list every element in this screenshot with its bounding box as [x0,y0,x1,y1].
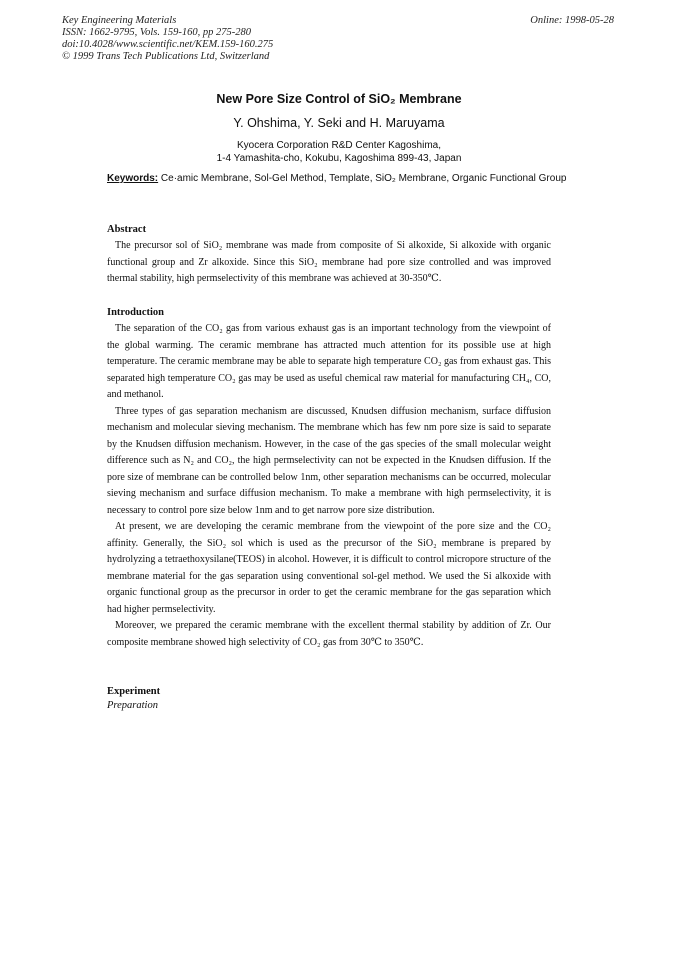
preparation-subheading: Preparation [107,700,158,711]
keywords-label: Keywords: [107,173,159,184]
copyright-line: © 1999 Trans Tech Publications Ltd, Switzerland [62,51,270,62]
introduction-section [107,307,551,651]
keywords-block [107,173,567,185]
issn-line: ISSN: 1662-9795, Vols. 159-160, pp 275-280 [62,27,251,38]
affiliation-line-2: 1-4 Yamashita-cho, Kokubu, Kagoshima 899-43, Japan [216,153,462,164]
author-list: Y. Ohshima, Y. Seki and H. Maruyama [233,116,445,130]
abstract-section [107,224,551,288]
journal-name: Key Engineering Materials [62,15,177,26]
intro-paragraph-3: At present, we are developing the ceramic membrane from the viewpoint of the pore size and the CO₂ affinity. Generally, the SiO₂ sol which is used as the precursor of the SiO₂ membrane is prepared by hydrolyzing a tetraethoxysilane(TEOS) in alcohol. However, it is difficult to control micropore structure of the membrane material for the gas separation using conventional sol-gel method. We used the Si alkoxide with organic functional group as the precursor in order to get the ceramic membrane for the gas separation which had higher permselectivity. [107,521,551,615]
intro-paragraph-2: Three types of gas separation mechanism are discussed, Knudsen diffusion mechanism, surface diffusion mechanism and molecular sieving mechanism. The membrane which has few nm pore size is said to separate by the Knudsen diffusion mechanism. However, in the case of the gas species of the small molecular weight difference such as N₂ and CO₂, the high permselectivity can not be expected in the Knudsen diffusion. If the pore size of membrane can be controlled below 1nm, other separation mechanisms can be occurred, molecular sieving mechanism and surface diffusion mechanism. To make a membrane with high permselectivity, it is necessary to control pore size below 1nm and to get narrow pore size distribution. [107,405,551,516]
experiment-section [107,686,551,711]
abstract-text: The precursor sol of SiO₂ membrane was made from composite of Si alkoxide, Si alkoxide with organic functional group and Zr alkoxide. Since this SiO₂ membrane had pore size controlled and was improved thermal stability, high permselectivity of this membrane was achieved at 30-350℃. [107,240,551,284]
doi-line: doi:10.4028/www.scientific.net/KEM.159-160.275 [62,39,274,50]
journal-header [62,15,273,63]
keywords-text: Ce·amic Membrane, Sol-Gel Method, Template, SiO₂ Membrane, Organic Functional Group [160,173,567,184]
paper-title: New Pore Size Control of SiO₂ Membrane [216,92,462,106]
affiliation-line-1: Kyocera Corporation R&D Center Kagoshima, [237,140,441,151]
introduction-heading: Introduction [107,307,164,318]
abstract-heading: Abstract [107,224,147,235]
online-date: Online: 1998-05-28 [530,15,614,26]
experiment-heading: Experiment [107,686,161,697]
intro-paragraph-1: The separation of the CO₂ gas from various exhaust gas is an important technology from the viewpoint of the global warming. The ceramic membrane has attracted much attention for its possible use at high temperature. The ceramic membrane may be able to separate high temperature CO₂ gas from exhaust gas. This separated high temperature CO₂ gas may be used as useful chemical raw material for manufacturing CH₄, CO, and methanol. [107,323,551,400]
affiliation [0,139,678,165]
intro-paragraph-4: Moreover, we prepared the ceramic membrane with the excellent thermal stability by addition of Zr. Our composite membrane showed high selectivity of CO₂ gas from 30℃ to 350℃. [107,620,551,648]
